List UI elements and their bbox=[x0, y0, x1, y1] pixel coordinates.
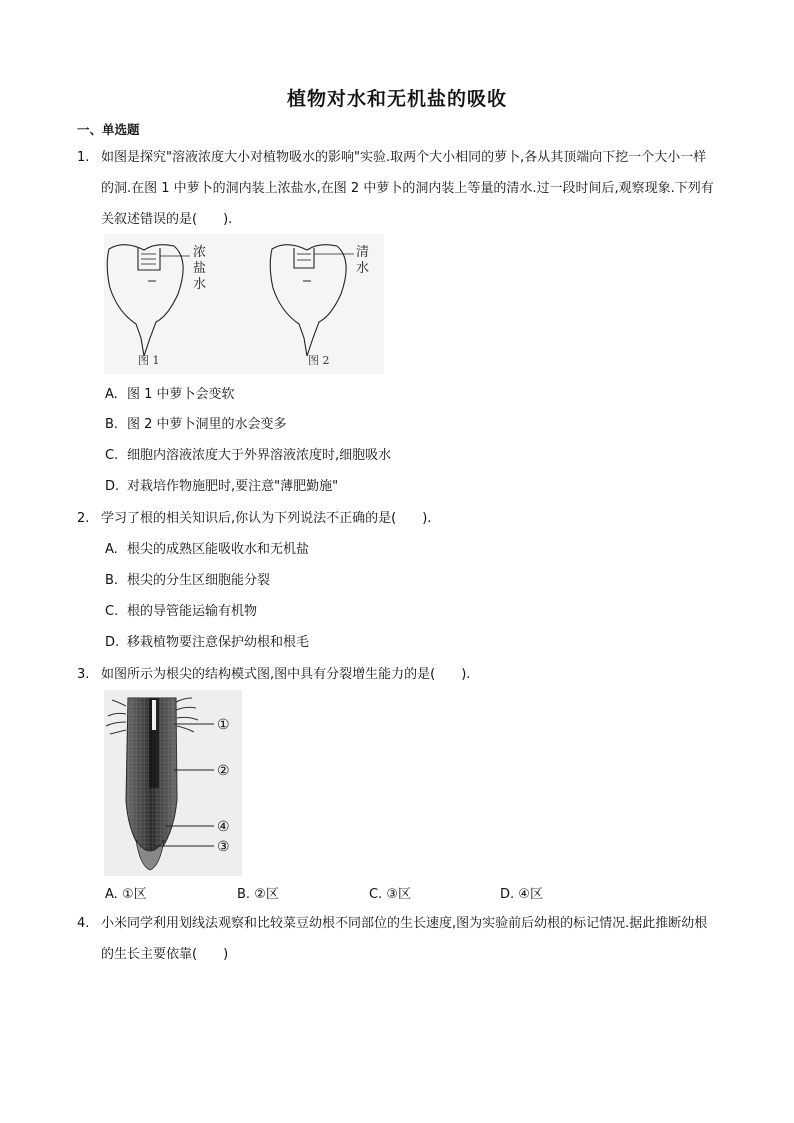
option-text: 根尖的成熟区能吸收水和无机盐 bbox=[127, 542, 310, 557]
option-2c[interactable] bbox=[105, 602, 257, 622]
root-tip-illustration bbox=[104, 690, 242, 876]
option-text: ③区 bbox=[386, 887, 412, 902]
option-text: 图 2 中萝卜洞里的水会变多 bbox=[127, 417, 287, 432]
option-text: ①区 bbox=[121, 887, 147, 902]
option-text: 根尖的分生区细胞能分裂 bbox=[127, 573, 271, 588]
label-concentrated: 浓 bbox=[193, 245, 207, 260]
option-label: C. bbox=[105, 448, 119, 463]
option-2d[interactable] bbox=[105, 633, 309, 653]
question-2 bbox=[77, 503, 717, 534]
option-label: D. bbox=[105, 635, 120, 650]
option-label: D. bbox=[500, 887, 515, 902]
option-text: 对栽培作物施肥时,要注意"薄肥勤施" bbox=[127, 479, 339, 494]
marker-3: ③ bbox=[217, 839, 230, 855]
question-stem: 如图是探究"溶液浓度大小对植物吸水的影响"实验.取两个大小相同的萝卜,各从其顶端向下挖一个大小一样的洞.在图 1 中萝卜的洞内装上浓盐水,在图 2 中萝卜的洞内装上等量的清水.过一段时间后,观察现象.下列有关叙述错误的是( ). bbox=[101, 150, 714, 227]
question-1 bbox=[77, 142, 717, 235]
option-label: A. bbox=[105, 887, 118, 902]
option-2a[interactable] bbox=[105, 540, 309, 560]
marker-1: ① bbox=[217, 717, 230, 733]
page-title: 植物对水和无机盐的吸收 bbox=[286, 88, 507, 110]
option-label: A. bbox=[105, 542, 118, 557]
option-text: 移栽植物要注意保护幼根和根毛 bbox=[127, 635, 310, 650]
question-4 bbox=[77, 908, 717, 970]
question-3 bbox=[77, 659, 717, 690]
question-stem: 学习了根的相关知识后,你认为下列说法不正确的是( ). bbox=[101, 511, 432, 526]
label-clear: 清 bbox=[356, 245, 370, 260]
option-label: C. bbox=[369, 887, 383, 902]
question-stem: 小米同学利用划线法观察和比较菜豆幼根不同部位的生长速度,图为实验前后幼根的标记情况.据此推断幼根的生长主要依靠( ) bbox=[101, 916, 708, 962]
option-text: ②区 bbox=[254, 887, 279, 902]
option-text: 根的导管能运输有机物 bbox=[127, 604, 258, 619]
question-number: 3. bbox=[77, 667, 90, 682]
root-tip-figure bbox=[104, 690, 242, 876]
radish-illustration bbox=[104, 234, 384, 374]
question-stem: 如图所示为根尖的结构模式图,图中具有分裂增生能力的是( ). bbox=[101, 667, 471, 682]
option-3b[interactable] bbox=[237, 883, 279, 902]
option-1d[interactable] bbox=[105, 477, 338, 497]
option-text: 细胞内溶液浓度大于外界溶液浓度时,细胞吸水 bbox=[127, 448, 392, 463]
option-label: B. bbox=[237, 887, 251, 902]
option-2b[interactable] bbox=[105, 571, 270, 591]
option-text: 图 1 中萝卜会变软 bbox=[127, 387, 235, 402]
section-heading: 一、单选题 bbox=[77, 122, 140, 137]
option-label: D. bbox=[105, 479, 120, 494]
label-water-2: 水 bbox=[356, 261, 370, 276]
option-label: B. bbox=[105, 417, 119, 432]
option-text: ④区 bbox=[518, 887, 543, 902]
option-label: B. bbox=[105, 573, 119, 588]
question-number: 4. bbox=[77, 916, 90, 931]
option-3d[interactable] bbox=[500, 883, 543, 902]
marker-4: ④ bbox=[217, 819, 230, 835]
caption-figure-2: 图 2 bbox=[308, 354, 330, 367]
label-salt: 盐 bbox=[193, 261, 207, 276]
option-1a[interactable] bbox=[105, 385, 235, 405]
option-1b[interactable] bbox=[105, 415, 287, 435]
question-number: 2. bbox=[77, 511, 90, 526]
caption-figure-1: 图 1 bbox=[138, 354, 160, 367]
question-number: 1. bbox=[77, 150, 90, 165]
option-1c[interactable] bbox=[105, 446, 391, 466]
option-3c[interactable] bbox=[369, 883, 411, 902]
marker-2: ② bbox=[217, 763, 230, 779]
radish-experiment-figure bbox=[104, 234, 384, 374]
option-3a[interactable] bbox=[105, 883, 147, 902]
option-label: A. bbox=[105, 387, 118, 402]
label-water: 水 bbox=[193, 277, 207, 292]
option-label: C. bbox=[105, 604, 119, 619]
